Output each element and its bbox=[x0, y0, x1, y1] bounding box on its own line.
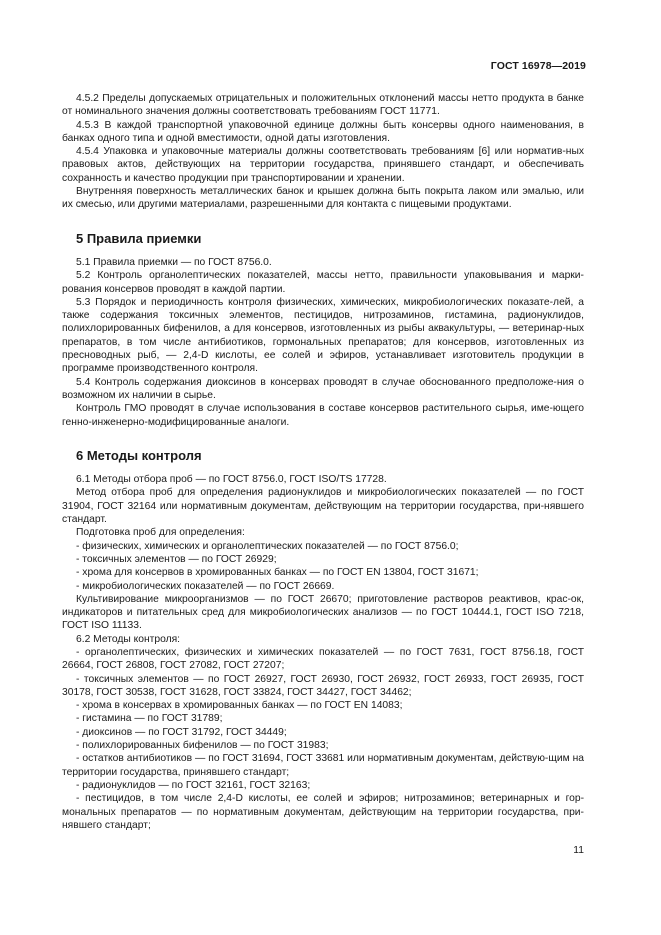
section-heading: 6 Методы контроля bbox=[76, 447, 202, 463]
list-item: - полихлорированных бифенилов — по ГОСТ 31983; bbox=[76, 740, 329, 752]
list-item: - токсичных элементов — по ГОСТ 26927, ГОСТ 26930, ГОСТ 26932, ГОСТ 26933, ГОСТ 26935, ГОСТ 30178, ГОСТ 30538, ГОСТ 31628, ГОСТ 33824, ГОСТ 34427, ГОСТ 34462; bbox=[62, 673, 584, 698]
paragraph: 5.2 Контроль органолептических показателей, массы нетто, правильности упаковывания и марки-рования консервов проводят в каждой партии. bbox=[62, 270, 584, 295]
section-heading: 5 Правила приемки bbox=[76, 230, 202, 246]
paragraph: 5.4 Контроль содержания диоксинов в консервах проводят в случае обоснованного предположе-ния о возможном их наличии в сырье. bbox=[62, 376, 584, 401]
list-item: - токсичных элементов — по ГОСТ 26929; bbox=[76, 553, 277, 565]
list-item: - микробиологических показателей — по ГОСТ 26669. bbox=[76, 580, 335, 592]
paragraph: Контроль ГМО проводят в случае использования в составе консервов растительного сырья, име-ющего генно-инженерно-модифицированные аналоги. bbox=[62, 403, 584, 428]
list-item: - физических, химических и органолептических показателей — по ГОСТ 8756.0; bbox=[76, 540, 459, 552]
paragraph: Внутренняя поверхность металлических банок и крышек должна быть покрыта лаком или эмалью, или их смесью, или другими материалами, разрешенными для контакта с пищевыми продуктами. bbox=[62, 186, 584, 211]
list-item: - пестицидов, в том числе 2,4-D кислоты, ее солей и эфиров; нитрозаминов; ветеринарных и гор-мональных препаратов — по нормативным документам, действующим на территории государства, при-нявшего стандарт; bbox=[62, 793, 584, 831]
paragraph: 5.1 Правила приемки — по ГОСТ 8756.0. bbox=[76, 256, 272, 268]
list-item: - хрома для консервов в хромированных банках — по ГОСТ EN 13804, ГОСТ 31671; bbox=[76, 567, 479, 579]
document-body bbox=[62, 92, 584, 832]
paragraph: 6.2 Методы контроля: bbox=[76, 633, 181, 645]
paragraph: Метод отбора проб для определения радионуклидов и микробиологических показателей — по ГОСТ 31904, ГОСТ 32164 или нормативным документам, действующим на территории государства, при-нявшего стандарт. bbox=[62, 487, 584, 526]
paragraph: 5.3 Порядок и периодичность контроля физических, химических, микробиологических показате-лей, а также содержания токсичных элементов, пестицидов, нитрозаминов, гистамина, радионуклидов, полихлорированных бифенилов, а для консервов, изготовленных из рыбы аквакультуры, — ветеринар-ных препаратов, в том числе антибиотиков, гормональных препаратов; для консервов, изготовленных из пресноводных рыб, — 2,4-D кислоты, ее солей и эфиров, устанавливает изготовитель продукции в программе производственного контроля. bbox=[62, 296, 584, 375]
document-header: ГОСТ 16978—2019 bbox=[490, 60, 586, 72]
list-item: - хрома в консервах в хромированных банках — по ГОСТ EN 14083; bbox=[76, 700, 403, 712]
paragraph: 4.5.2 Пределы допускаемых отрицательных и положительных отклонений массы нетто продукта в банке от номинального значения должны соответствовать требованиям ГОСТ 11771. bbox=[62, 93, 584, 118]
list-item: - остатков антибиотиков — по ГОСТ 31694, ГОСТ 33681 или нормативным документам, действую-щим на территории государства, принявшего стандарт; bbox=[62, 753, 584, 778]
list-item: - диоксинов — по ГОСТ 31792, ГОСТ 34449; bbox=[76, 726, 287, 738]
paragraph: 6.1 Методы отбора проб — по ГОСТ 8756.0, ГОСТ ISO/TS 17728. bbox=[76, 474, 387, 486]
list-item: - органолептических, физических и химических показателей — по ГОСТ 7631, ГОСТ 8756.18, ГОСТ 26664, ГОСТ 26808, ГОСТ 27082, ГОСТ 27207; bbox=[62, 646, 584, 672]
list-item: - гистамина — по ГОСТ 31789; bbox=[76, 713, 223, 725]
paragraph: Подготовка проб для определения: bbox=[76, 527, 245, 539]
list-item: - радионуклидов — по ГОСТ 32161, ГОСТ 32163; bbox=[76, 779, 311, 791]
paragraph: Культивирование микроорганизмов — по ГОСТ 26670; приготовление растворов реактивов, крас-ок, индикаторов и питательных сред для микробиологических анализов — по ГОСТ 10444.1, ГОСТ ISO 7218, ГОСТ ISO 11133. bbox=[62, 593, 584, 632]
paragraph: 4.5.3 В каждой транспортной упаковочной единице должны быть консервы одного наименования, в банках одного типа и одной вместимости, одной даты изготовления. bbox=[62, 119, 584, 144]
page-number: 11 bbox=[573, 845, 584, 856]
paragraph: 4.5.4 Упаковка и упаковочные материалы должны соответствовать требованиям [6] или норматив-ных правовых актов, действующих на территории государства, принявшего стандарт, и обеспечивать сохранность и качество продукции при транспортировании и хранении. bbox=[62, 146, 584, 184]
